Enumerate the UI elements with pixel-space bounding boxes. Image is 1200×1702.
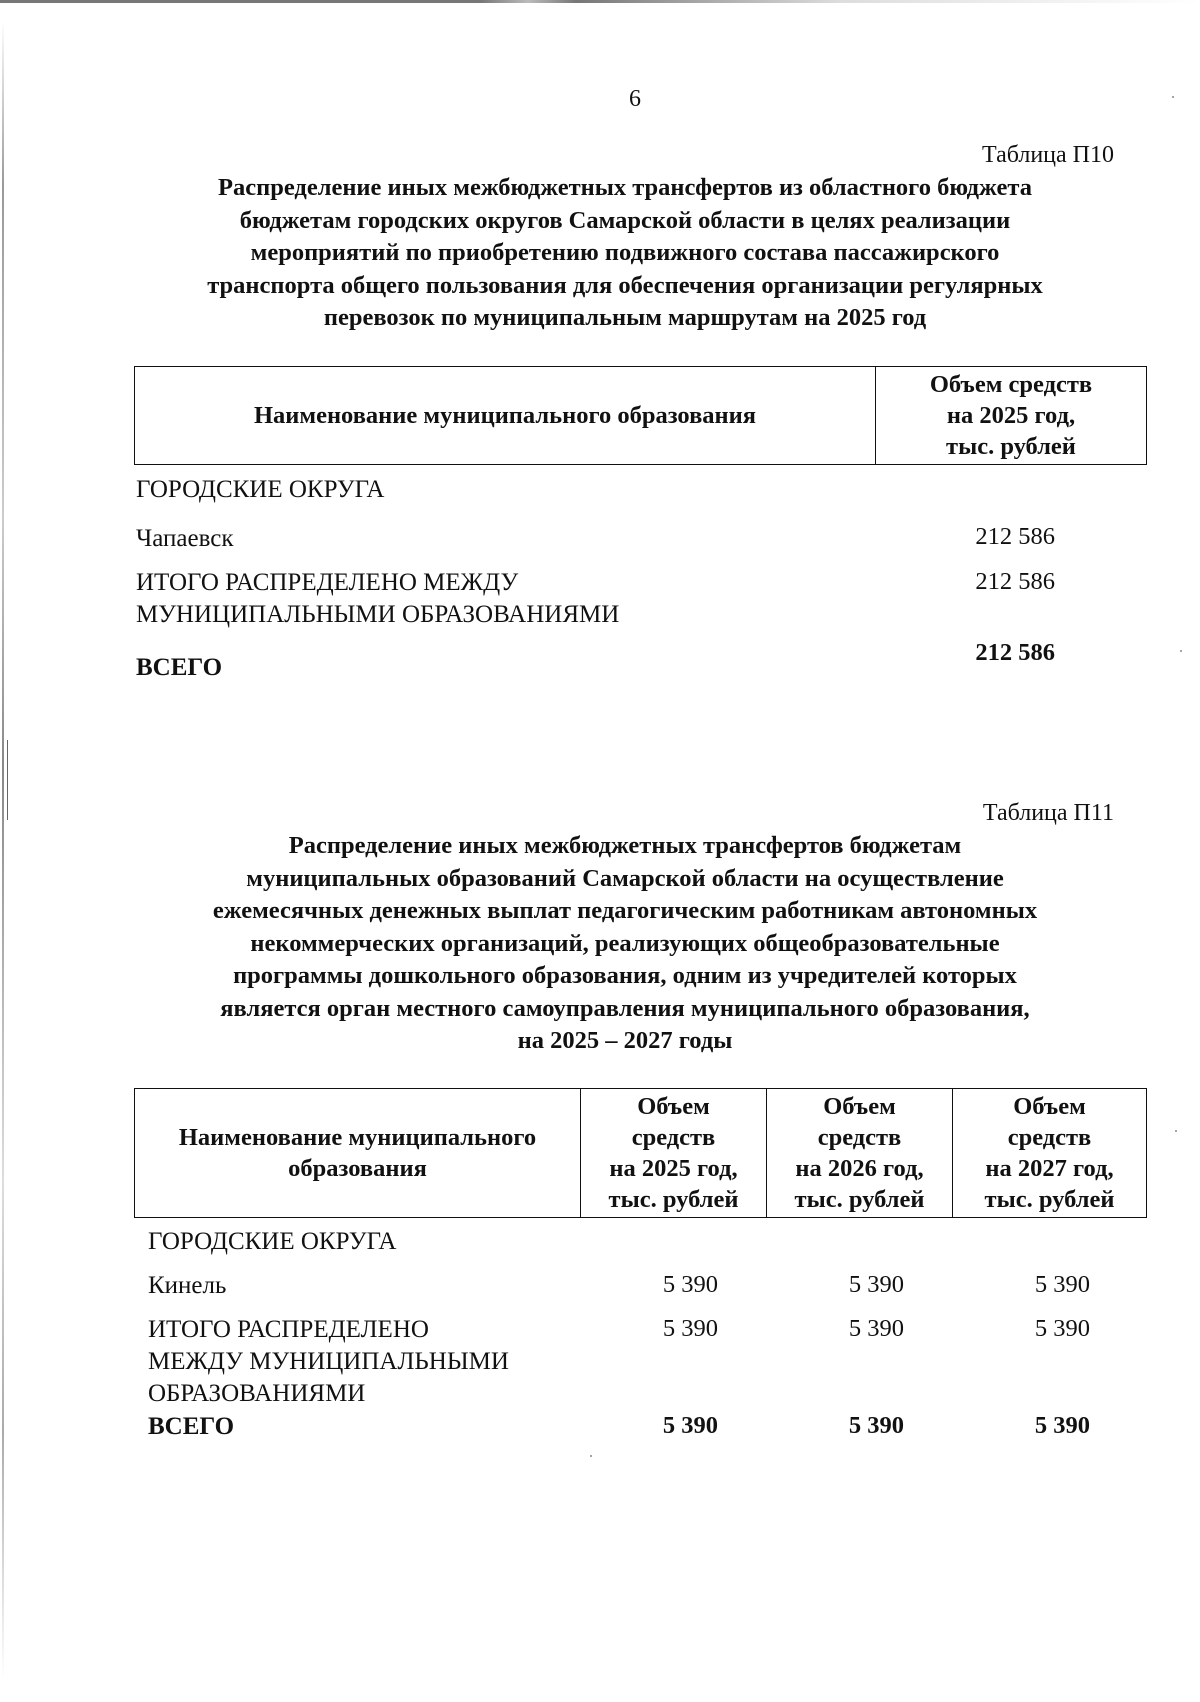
table-row-name: Кинель [148,1272,227,1299]
table-p10-title [130,172,1120,335]
header-line: Объем [823,1093,896,1120]
header-line: на 2025 год, [946,402,1076,429]
title-line: на 2025 – 2027 годы [517,1027,733,1054]
table-row-value-2026: 5 390 [848,1271,904,1298]
header-line: тыс. рублей [794,1186,925,1213]
table-row-value-2027: 5 390 [1034,1315,1090,1342]
title-line: ежемесячных денежных выплат педагогическим работникам автономных [212,897,1038,924]
header-line: на 2025 год, [609,1155,738,1182]
table-row-value-2025: 5 390 [662,1315,718,1342]
header-name-column [135,1089,580,1217]
header-line: средств [817,1124,902,1151]
total-label: ВСЕГО [136,654,223,681]
header-line: Объем [1013,1093,1086,1120]
header-line: на 2026 год, [795,1155,924,1182]
header-2026-column [766,1089,952,1217]
header-line: образования [288,1155,427,1182]
title-line: мероприятий по приобретению подвижного состава пассажирского [250,239,1000,266]
title-line: программы дошкольного образования, одним из учредителей которых [233,962,1017,989]
title-line: является орган местного самоуправления муниципального образования, [220,994,1030,1022]
header-name-column: Наименование муниципального образования [253,402,757,429]
total-value-2026: 5 390 [848,1412,904,1439]
section-label: ГОРОДСКИЕ ОКРУГА [136,476,385,503]
scan-edge-left [2,20,4,1680]
title-line: бюджетам городских округов Самарской области в целях реализации [239,206,1011,234]
header-line: Объем [637,1093,710,1120]
table-p11-header [134,1088,1147,1218]
table-row-name: Чапаевск [136,525,234,552]
header-line: Объем средств [929,371,1093,398]
header-amount-column [875,367,1146,464]
header-line: тыс. рублей [608,1186,739,1213]
title-line: Распределение иных межбюджетных трансфертов бюджетам [288,832,962,859]
scan-speck [1175,1130,1177,1132]
name-line: МУНИЦИПАЛЬНЫМИ ОБРАЗОВАНИЯМИ [136,601,620,628]
name-line: ИТОГО РАСПРЕДЕЛЕНО МЕЖДУ [136,569,519,596]
title-line: муниципальных образований Самарской области на осуществление [246,864,1004,892]
scan-speck [590,1455,592,1457]
title-line: транспорта общего пользования для обеспечения организации регулярных [207,271,1043,299]
table-row-name [136,567,619,631]
table-p11-id: Таблица П11 [982,800,1114,826]
table-p11-title [130,830,1120,1058]
header-line: тыс. рублей [946,433,1076,460]
header-2027-column [952,1089,1146,1217]
header-line: Наименование муниципального [178,1124,537,1151]
table-p10-id: Таблица П10 [982,142,1114,168]
scan-speck [1180,650,1182,652]
scan-edge-left-mark [7,740,8,820]
total-value-2027: 5 390 [1034,1412,1090,1439]
table-row-value: 212 586 [975,568,1055,595]
table-row-value-2027: 5 390 [1034,1271,1090,1298]
table-row-value-2026: 5 390 [848,1315,904,1342]
total-label: ВСЕГО [148,1413,235,1440]
header-line: тыс. рублей [984,1186,1115,1213]
total-value-2025: 5 390 [662,1412,718,1439]
title-line: Распределение иных межбюджетных трансфертов из областного бюджета [218,174,1032,201]
table-p10-header [134,366,1147,465]
name-line: ИТОГО РАСПРЕДЕЛЕНО [148,1316,429,1343]
table-row-name [148,1314,509,1410]
header-line: на 2027 год, [985,1155,1114,1182]
title-line: перевозок по муниципальным маршрутам на 2025 год [323,304,927,331]
title-line: некоммерческих организаций, реализующих общеобразовательные [250,929,1000,957]
total-value: 212 586 [975,639,1055,666]
name-line: ОБРАЗОВАНИЯМИ [148,1380,366,1407]
section-label: ГОРОДСКИЕ ОКРУГА [148,1228,397,1255]
table-row-value-2025: 5 390 [662,1271,718,1298]
header-line: средств [1007,1124,1092,1151]
page-number: 6 [629,86,641,112]
name-line: МЕЖДУ МУНИЦИПАЛЬНЫМИ [148,1348,509,1375]
table-row-value: 212 586 [975,523,1055,550]
scan-edge-top [0,0,1200,3]
header-line: средств [631,1124,716,1151]
header-2025-column [580,1089,766,1217]
